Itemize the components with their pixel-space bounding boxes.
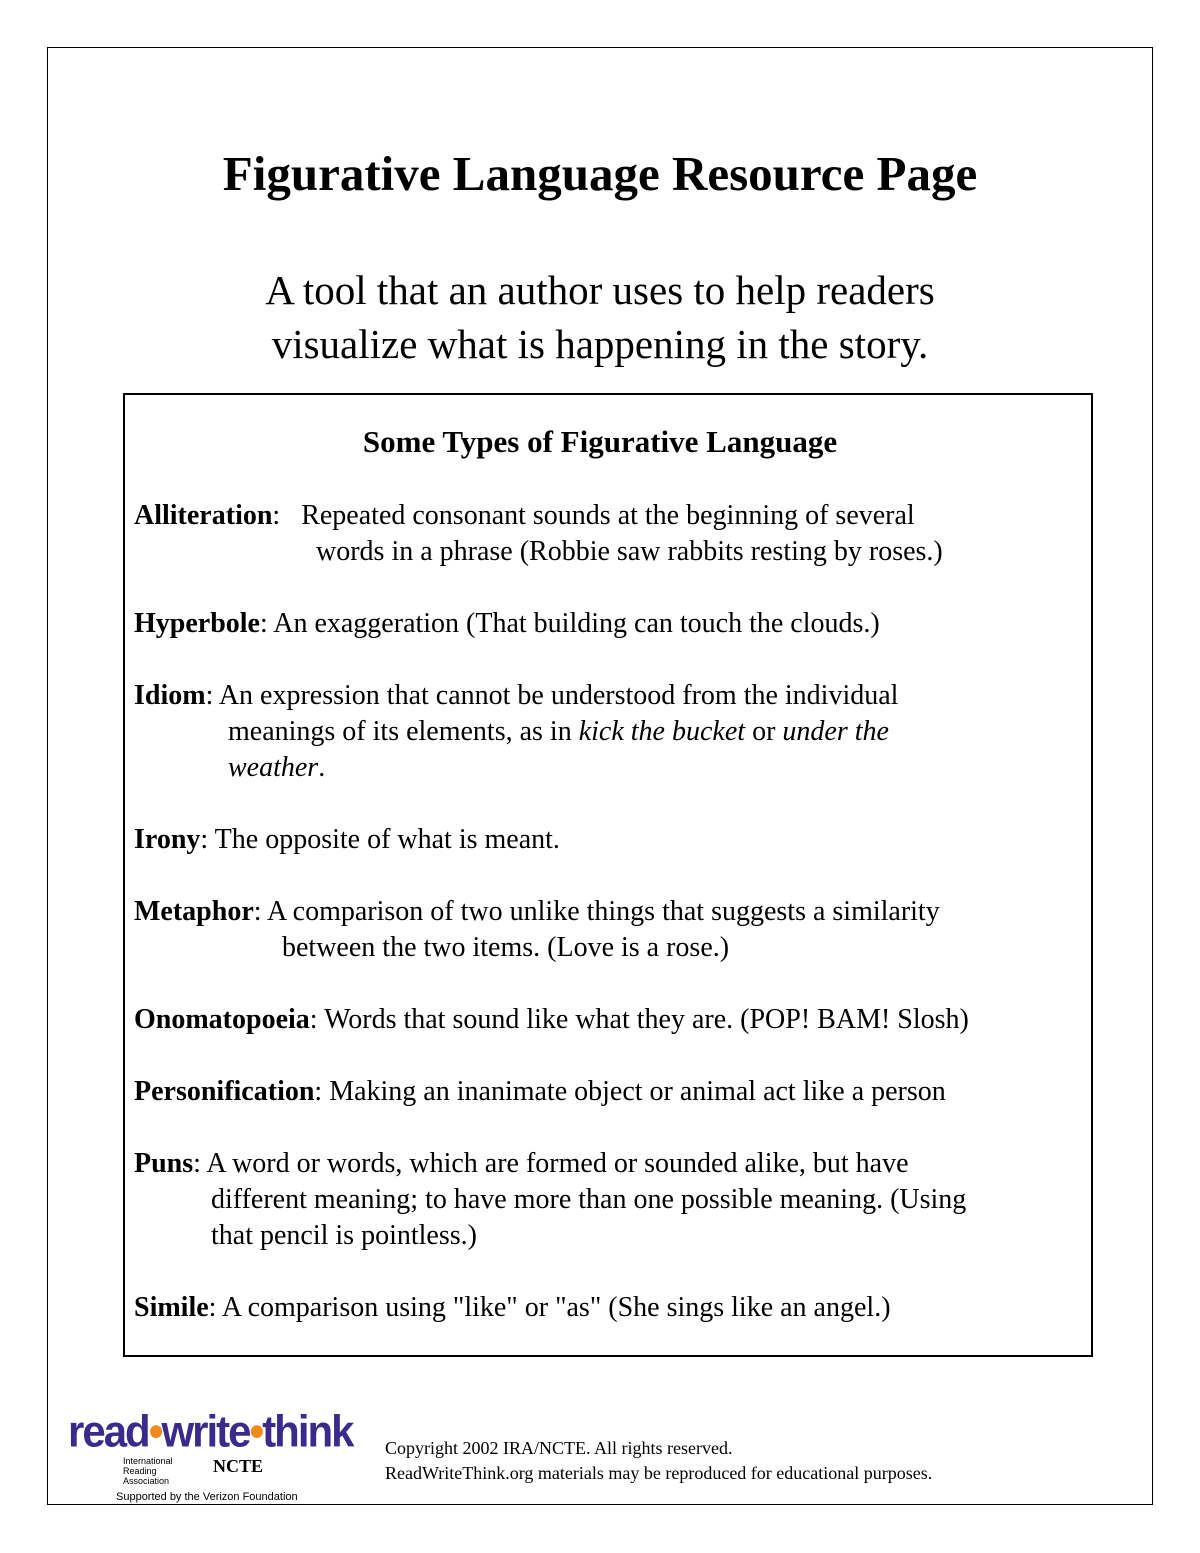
ira-logo: International Reading Association <box>123 1456 173 1486</box>
ncte-logo: NCTE <box>213 1456 264 1476</box>
page-title: Figurative Language Resource Page <box>222 146 978 201</box>
entry-term: Puns <box>134 1148 194 1179</box>
entry-text: The opposite of what is meant. <box>214 824 560 855</box>
entry-puns: Puns: A word or words, which are formed or sounded alike, but have different meaning; to have more than one possible meaning. (Using that pencil is pointless.) <box>134 1146 1084 1254</box>
subtitle <box>0 263 1200 371</box>
verizon-support: Supported by the Verizon Foundation <box>116 1491 298 1503</box>
logo-dot-icon: • <box>249 1406 263 1457</box>
entry-text: An exaggeration (That building can touch the clouds.) <box>273 608 880 639</box>
entry-text: that pencil is pointless.) <box>211 1220 477 1251</box>
entry-alliteration: Alliteration: Repeated consonant sounds at the beginning of several words in a phrase (Robbie saw rabbits resting by roses.) <box>134 498 1084 570</box>
entry-text: words in a phrase (Robbie saw rabbits resting by roses.) <box>316 536 943 567</box>
text-part: or <box>745 716 783 747</box>
copyright <box>385 1436 932 1486</box>
entry-simile: Simile: A comparison using "like" or "as" (She sings like an angel.) <box>134 1292 891 1323</box>
logo-wordmark <box>68 1407 373 1457</box>
readwritethink-logo <box>68 1408 373 1503</box>
logo-write: write <box>161 1406 250 1457</box>
logo-think: think <box>262 1406 353 1457</box>
entries-list <box>134 498 1084 1362</box>
logo-read: read <box>68 1406 149 1457</box>
entry-text <box>134 714 1084 750</box>
entry-term: Alliteration <box>134 500 273 531</box>
logo-dot-icon: • <box>148 1406 162 1457</box>
text-part: . <box>318 752 326 783</box>
subtitle-line: A tool that an author uses to help readers <box>265 267 935 313</box>
entry-hyperbole: Hyperbole: An exaggeration (That building can touch the clouds.) <box>134 608 880 639</box>
entry-text: between the two items. (Love is a rose.) <box>282 932 730 963</box>
subtitle-line: visualize what is happening in the story. <box>271 321 929 367</box>
entry-metaphor: Metaphor: A comparison of two unlike things that suggests a similarity between the two items. (Love is a rose.) <box>134 894 1084 966</box>
entry-term: Simile <box>134 1292 209 1323</box>
entry-text: different meaning; to have more than one possible meaning. (Using <box>211 1184 967 1215</box>
entry-text: An expression that cannot be understood from the individual <box>218 680 899 711</box>
entry-irony: Irony: The opposite of what is meant. <box>134 824 560 855</box>
entry-idiom: Idiom: An expression that cannot be understood from the individual meanings of its elements, as in kick the bucket or under the weather. <box>134 678 1084 786</box>
entry-term: Idiom <box>134 680 206 711</box>
text-part: meanings of its elements, as in <box>228 716 579 747</box>
copyright-line: Copyright 2002 IRA/NCTE. All rights reserved. <box>385 1438 733 1458</box>
entry-text: Repeated consonant sounds at the beginning of several <box>301 500 915 531</box>
entry-text: A comparison using "like" or "as" (She sings like an angel.) <box>221 1292 891 1323</box>
entry-term: Personification <box>134 1076 315 1107</box>
entry-term: Metaphor <box>134 896 254 927</box>
entry-personification: Personification: Making an inanimate object or animal act like a person <box>134 1076 946 1107</box>
entry-term: Onomatopoeia <box>134 1004 310 1035</box>
example-italic: weather <box>228 752 319 783</box>
entry-term: Irony <box>134 824 201 855</box>
entry-onomatopoeia: Onomatopoeia: Words that sound like what they are. (POP! BAM! Slosh) <box>134 1004 969 1035</box>
reproduce-line: ReadWriteThink.org materials may be reproduced for educational purposes. <box>385 1463 933 1483</box>
entry-term: Hyperbole <box>134 608 260 639</box>
entry-text <box>134 750 1084 786</box>
example-italic: under the <box>782 716 889 747</box>
entry-text: A comparison of two unlike things that suggests a similarity <box>267 896 940 927</box>
box-heading: Some Types of Figurative Language <box>362 424 838 459</box>
entry-text: Making an inanimate object or animal act like a person <box>329 1076 946 1107</box>
entry-text: Words that sound like what they are. (POP! BAM! Slosh) <box>324 1004 969 1035</box>
example-italic: kick the bucket <box>578 716 746 747</box>
entry-text: A word or words, which are formed or sounded alike, but have <box>206 1148 909 1179</box>
